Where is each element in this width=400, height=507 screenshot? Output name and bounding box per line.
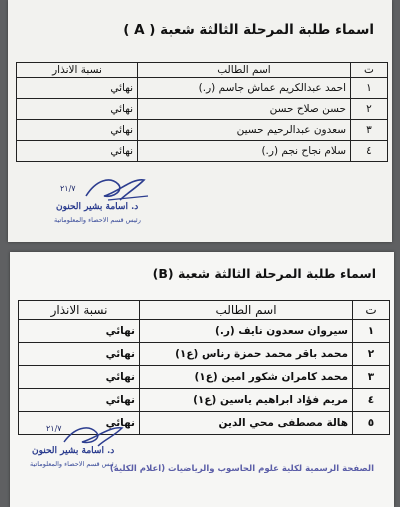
table-row <box>17 141 388 162</box>
header-number: ت <box>351 63 388 78</box>
row-warning: نهائي <box>19 320 140 343</box>
row-warning: نهائي <box>19 412 140 435</box>
table-row <box>19 366 390 389</box>
header-student-name: اسم الطالب <box>140 301 353 320</box>
table-row <box>17 99 388 120</box>
header-number: ت <box>353 301 390 320</box>
row-student-name: سعدون عبدالرحيم حسين <box>138 120 351 141</box>
row-number: ٣ <box>353 366 390 389</box>
header-warning-rate: نسبة الانذار <box>17 63 138 78</box>
sheet-b-table <box>18 300 390 435</box>
row-warning: نهائي <box>17 99 138 120</box>
row-warning: نهائي <box>17 78 138 99</box>
row-student-name: محمد كامران شكور امين (ع١) <box>140 366 353 389</box>
row-warning: نهائي <box>17 120 138 141</box>
header-warning-rate: نسبة الانذار <box>19 301 140 320</box>
signature-date: ٢١/٧ <box>46 424 62 433</box>
table-row <box>17 120 388 141</box>
table-row <box>19 343 390 366</box>
row-student-name: سيروان سعدون نايف (ر.) <box>140 320 353 343</box>
signature-name: د. اسامة بشير الحنون <box>56 202 139 212</box>
row-warning: نهائي <box>19 389 140 412</box>
table-row <box>19 320 390 343</box>
document-sheet-a <box>8 0 392 242</box>
row-student-name: محمد باقر محمد حمزة رناس (ع١) <box>140 343 353 366</box>
row-student-name: هالة مصطفى محي الدين <box>140 412 353 435</box>
sheet-b-title: اسماء طلبة المرحلة الثالثة شعبة (B) <box>152 266 376 281</box>
table-header-row <box>19 301 390 320</box>
sheet-a-title: اسماء طلبة المرحلة الثالثة شعبة ( A ) <box>123 22 374 38</box>
row-number: ٢ <box>351 99 388 120</box>
row-number: ٢ <box>353 343 390 366</box>
signature-name: د. اسامة بشير الحنون <box>32 446 115 456</box>
row-student-name: سلام نجاح نجم (ر.) <box>138 141 351 162</box>
row-warning: نهائي <box>19 366 140 389</box>
row-number: ١ <box>353 320 390 343</box>
signature-role: رئيس قسم الاحصاء والمعلوماتية <box>54 216 141 224</box>
row-number: ٤ <box>351 141 388 162</box>
row-number: ٥ <box>353 412 390 435</box>
signature-date: ٢١/٧ <box>60 184 76 193</box>
signature-role: رئيس قسم الاحصاء والمعلوماتية <box>30 460 117 468</box>
row-warning: نهائي <box>19 343 140 366</box>
row-student-name: احمد عبدالكريم عماش جاسم (ر.) <box>138 78 351 99</box>
table-row <box>19 389 390 412</box>
table-row <box>17 78 388 99</box>
row-student-name: حسن صلاح حسن <box>138 99 351 120</box>
page-footer: الصفحة الرسمية لكلية علوم الحاسوب والرياضيات (اعلام الكلية) <box>109 464 374 474</box>
header-student-name: اسم الطالب <box>138 63 351 78</box>
row-student-name: مريم فؤاد ابراهيم ياسين (ع١) <box>140 389 353 412</box>
row-number: ٣ <box>351 120 388 141</box>
row-warning: نهائي <box>17 141 138 162</box>
row-number: ١ <box>351 78 388 99</box>
document-sheet-b <box>10 252 394 507</box>
row-number: ٤ <box>353 389 390 412</box>
sheet-a-table <box>16 62 388 162</box>
table-header-row <box>17 63 388 78</box>
sheet-a-signature <box>48 170 158 230</box>
